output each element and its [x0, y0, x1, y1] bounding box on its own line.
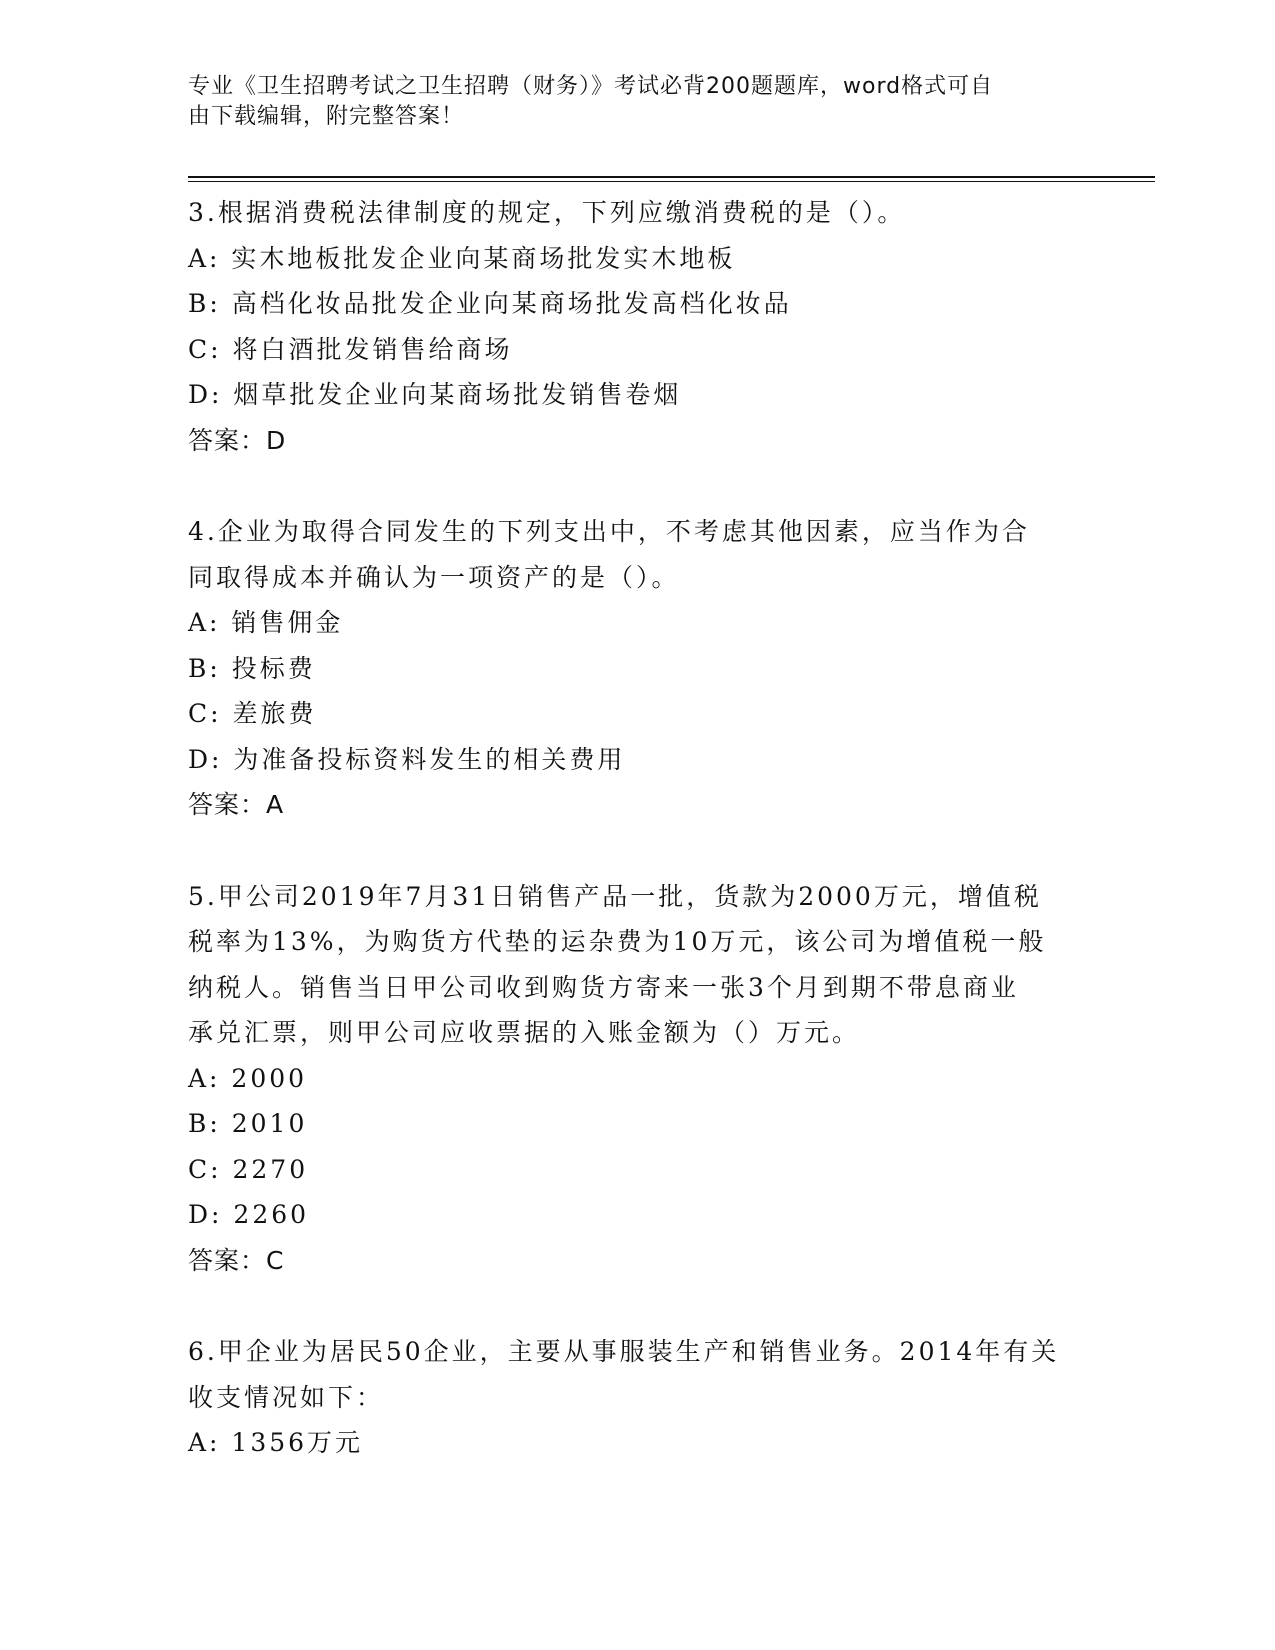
option-b: B: 高档化妆品批发企业向某商场批发高档化妆品: [188, 289, 792, 318]
answer-line: 答案：D: [188, 425, 287, 455]
question-5: [188, 874, 1088, 1284]
option-c: C: 2270: [188, 1154, 309, 1184]
answer-line: 答案：C: [188, 1245, 285, 1275]
question-stem-line-2: 税率为13%，为购货方代垫的运杂费为10万元，该公司为增值税一般: [188, 927, 1047, 956]
option-c: C: 差旅费: [188, 699, 317, 728]
question-stem: 3.根据消费税法律制度的规定，下列应缴消费税的是（）。: [188, 198, 906, 227]
question-spacer: [188, 1283, 1088, 1329]
answer-line: 答案：A: [188, 790, 285, 819]
question-stem-line-2: 收支情况如下：: [188, 1382, 385, 1412]
question-stem-line-1: 6.甲企业为居民50企业，主要从事服装生产和销售业务。2014年有关: [188, 1337, 1060, 1366]
option-d: D: 2260: [188, 1200, 310, 1229]
question-list: [188, 190, 1088, 1466]
header-divider-thin: [188, 181, 1155, 182]
question-stem-line-4: 承兑汇票，则甲公司应收票据的入账金额为（）万元。: [188, 1018, 861, 1047]
option-b: B: 2010: [188, 1109, 308, 1138]
header-line-2: 由下载编辑，附完整答案！: [188, 104, 465, 129]
question-stem-line-3: 纳税人。销售当日甲公司收到购货方寄来一张3个月到期不带息商业: [188, 972, 1019, 1002]
question-stem-line-1: 4.企业为取得合同发生的下列支出中，不考虑其他因素，应当作为合: [188, 517, 1030, 546]
header-divider-thick: [188, 176, 1155, 178]
option-d: D: 为准备投标资料发生的相关费用: [188, 744, 626, 774]
header-line-1: 专业《卫生招聘考试之卫生招聘（财务）》考试必背200题题库，word格式可自: [188, 74, 994, 99]
document-header: [188, 72, 1068, 132]
option-a: A: 销售佣金: [188, 608, 344, 637]
option-a: A: 1356万元: [188, 1428, 364, 1457]
option-b: B: 投标费: [188, 653, 316, 683]
question-spacer: [188, 828, 1088, 874]
question-stem-line-1: 5.甲公司2019年7月31日销售产品一批，货款为2000万元，增值税: [188, 881, 1042, 911]
option-d: D: 烟草批发企业向某商场批发销售卷烟: [188, 380, 682, 409]
option-c: C: 将白酒批发销售给商场: [188, 334, 513, 364]
option-a: A: 实木地板批发企业向某商场批发实木地板: [188, 243, 736, 273]
question-stem-line-2: 同取得成本并确认为一项资产的是（）。: [188, 562, 680, 592]
question-3: [188, 190, 1088, 463]
question-4: [188, 509, 1088, 828]
question-spacer: [188, 463, 1088, 509]
question-6: [188, 1329, 1088, 1466]
option-a: A: 2000: [188, 1063, 308, 1093]
